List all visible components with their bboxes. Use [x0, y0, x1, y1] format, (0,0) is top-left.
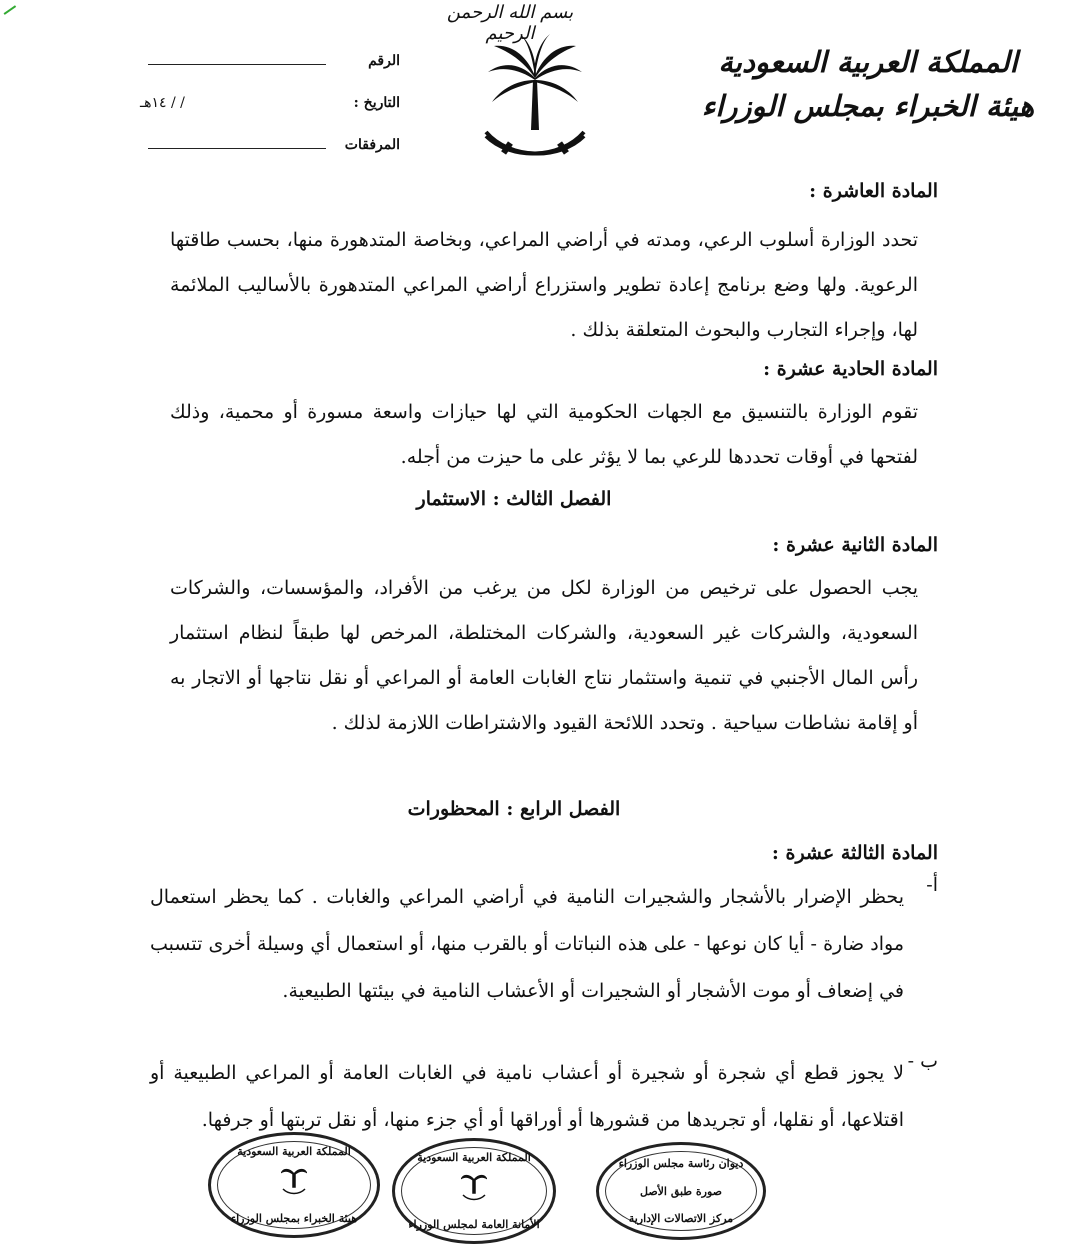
article-11 [170, 358, 938, 380]
article-12-text: يجب الحصول على ترخيص من الوزارة لكل من يرغب من الأفراد، والمؤسسات، والشركات السعودية، والشركات غير السعودية، والشركات المختلطة، المرخص لها طبقاً لنظام استثمار رأس المال الأجنبي في تنمية واستثمار نتاج الغابات العامة أو المراعي أو نقل نتاجها أو الاتجار به أو إقامة نشاطات سياحية . وتحدد اللائحة القيود والاشتراطات اللازمة لذلك . [170, 577, 918, 734]
ref-row [140, 40, 400, 82]
stamp-2-top-text: المملكة العربية السعودية [417, 1151, 531, 1164]
emblem-icon [281, 1165, 307, 1195]
saudi-emblem-icon [480, 32, 590, 162]
item-b-text: لا يجوز قطع أي شجرة أو شجيرة أو أعشاب نامية في الغابات العامة أو المراعي الطبيعية أو اقتلاعها، أو نقلها، أو تجريدها من قشورها أو أوراقها أو أي جزء منها، أو نقل تربتها أو جرفها. [150, 1062, 904, 1131]
item-b-marker: ب - [907, 1050, 938, 1072]
article-11-text: تقوم الوزارة بالتنسيق مع الجهات الحكومية التي لها حيازات واسعة مسورة أو محمية، وذلك لفتحها في أوقات تحددها للرعي بما لا يؤثر على ما حيزت من أجله. [170, 401, 918, 468]
stamp-general-secretariat [392, 1138, 556, 1244]
date-row [140, 82, 400, 124]
date-label: التاريخ : [353, 95, 400, 111]
ref-line [148, 63, 326, 65]
article-10 [170, 180, 938, 202]
article-13-item-b [150, 1050, 938, 1144]
stamp-1-top-text: المملكة العربية السعودية [237, 1145, 351, 1158]
attachments-label: المرفقات [344, 137, 400, 153]
stamp-3-mid-text: صورة طبق الأصل [639, 1185, 722, 1199]
date-value: / / ١٤هـ [140, 95, 185, 111]
article-12 [170, 534, 938, 556]
ref-label: الرقم [368, 53, 400, 69]
article-10-heading: المادة العاشرة : [809, 180, 938, 202]
attachments-line [148, 147, 326, 149]
stamp-1-bottom-text: هيئة الخبراء بمجلس الوزراء [230, 1212, 358, 1225]
article-10-text: تحدد الوزارة أسلوب الرعي، ومدته في أراضي المراعي، وبخاصة المتدهورة منها، بحسب طاقتها الرعوية. ولها وضع برنامج إعادة تطوير واستزراع أراضي المراعي المتدهورة بالأساليب الملائمة لها، وإجراء التجارب والبحوث المتعلقة بذلك . [170, 229, 918, 341]
article-13-item-a [150, 874, 938, 1015]
corner-mark [0, 0, 16, 15]
org-line-authority: هيئة الخبراء بمجلس الوزراء [701, 89, 1035, 123]
stamp-experts-commission [208, 1132, 380, 1238]
stamp-3-top-text: ديوان رئاسة مجلس الوزراء [618, 1157, 744, 1170]
article-13 [170, 842, 938, 864]
article-13-heading: المادة الثالثة عشرة : [771, 842, 938, 864]
org-line-kingdom: المملكة العربية السعودية [718, 45, 1018, 79]
chapter-4-title: الفصل الرابع : المحظورات [407, 798, 621, 820]
organization-name [698, 40, 1038, 128]
emblem-icon [461, 1171, 487, 1201]
stamp-2-bottom-text: الأمانة العامة لمجلس الوزراء [408, 1218, 540, 1231]
stamp-3-bottom-text: مركز الاتصالات الإدارية [628, 1212, 734, 1225]
stamp-true-copy [596, 1142, 766, 1240]
item-a-text: يحظر الإضرار بالأشجار والشجيرات النامية في أراضي المراعي والغابات . كما يحظر استعمال مواد ضارة - أيا كان نوعها - على هذه النباتات أو بالقرب منها، أو استعمال أي وسيلة أخرى تتسبب في إضعاف أو موت الأشجار أو الشجيرات أو الأعشاب النامية في بيئتها الطبيعية. [150, 886, 904, 1002]
basmala: بسم الله الرحمن الرحيم [446, 2, 574, 44]
article-10-body [170, 218, 918, 353]
item-a-marker: أ- [926, 874, 938, 896]
article-11-body [170, 390, 918, 480]
attachments-row [140, 124, 400, 166]
article-11-heading: المادة الحادية عشرة : [763, 358, 938, 380]
article-12-body [170, 566, 918, 746]
letter-metadata [140, 40, 400, 166]
article-12-heading: المادة الثانية عشرة : [772, 534, 938, 556]
chapter-3-title: الفصل الثالث : الاستثمار [416, 488, 612, 510]
